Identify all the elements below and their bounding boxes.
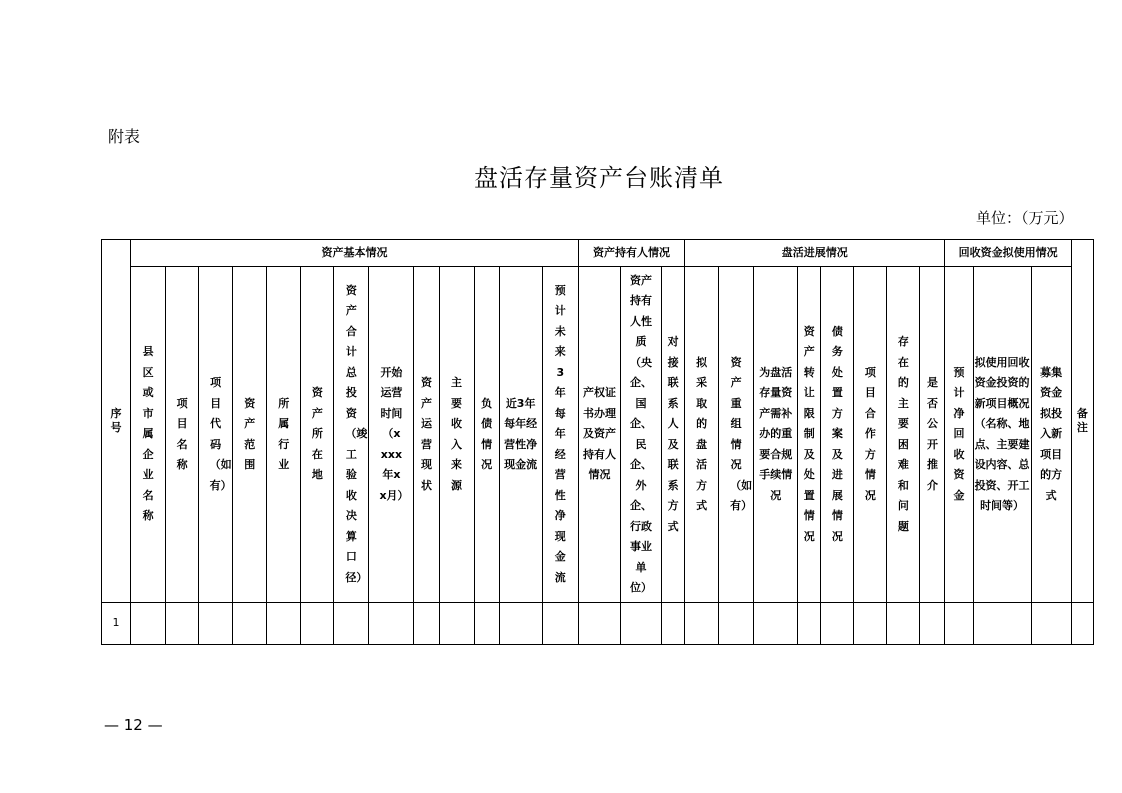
column-header: 对接联系人及联系方式 — [662, 267, 685, 603]
column-header: 资产持有人性质（央企、国企、民企、外企、行政事业单位） — [620, 267, 661, 603]
column-header: 预计净回收资金 — [945, 267, 973, 603]
asset-ledger-table — [101, 239, 1094, 645]
column-header: 募集资金拟投入新项目的方式 — [1031, 267, 1071, 603]
table-cell — [267, 603, 301, 645]
table-cell — [887, 603, 920, 645]
column-header: 是否公开推介 — [920, 267, 945, 603]
group-header-progress: 盘活进展情况 — [685, 240, 945, 267]
column-header: 存在的主要困难和问题 — [887, 267, 920, 603]
group-header-basic: 资产基本情况 — [131, 240, 579, 267]
table-cell — [334, 603, 369, 645]
table-cell — [945, 603, 973, 645]
page-number: — 12 — — [104, 716, 163, 734]
annex-label: 附表 — [108, 127, 141, 146]
table-cell — [973, 603, 1031, 645]
table-row — [102, 603, 1094, 645]
column-header: 主要收入来源 — [439, 267, 474, 603]
table-cell — [719, 603, 754, 645]
column-header: 债务处置方案及进展情况 — [821, 267, 854, 603]
column-header: 拟采取的盘活方式 — [685, 267, 719, 603]
table-cell — [1071, 603, 1093, 645]
table-cell — [199, 603, 233, 645]
table-cell — [578, 603, 620, 645]
column-header: 近3年每年经营性净现金流 — [499, 267, 542, 603]
page-title: 盘活存量资产台账清单 — [474, 164, 724, 192]
table-cell — [439, 603, 474, 645]
column-header: 负债情况 — [474, 267, 499, 603]
column-header: 备注 — [1071, 240, 1093, 603]
column-header: 资产合计总投资（竣工验收决算口径） — [334, 267, 369, 603]
table-cell — [542, 603, 578, 645]
column-header: 县区或市属企业名称 — [131, 267, 166, 603]
table-cell: 1 — [102, 603, 131, 645]
table-cell — [798, 603, 821, 645]
group-header-recovery: 回收资金拟使用情况 — [945, 240, 1071, 267]
group-header-holder: 资产持有人情况 — [578, 240, 684, 267]
table-cell — [620, 603, 661, 645]
column-header: 开始运营时间（xxxx年xx月） — [369, 267, 414, 603]
column-header: 序号 — [102, 240, 131, 603]
table-cell — [131, 603, 166, 645]
table-cell — [301, 603, 334, 645]
column-header: 预计未来3年每年经营性净现金流 — [542, 267, 578, 603]
column-header: 所属行业 — [267, 267, 301, 603]
table-cell — [754, 603, 798, 645]
table-cell — [685, 603, 719, 645]
column-header: 项目合作方情况 — [854, 267, 887, 603]
column-header: 资产转让限制及处置情况 — [798, 267, 821, 603]
table-cell — [369, 603, 414, 645]
unit-label: 单位：（万元） — [976, 209, 1074, 227]
column-header: 资产所在地 — [301, 267, 334, 603]
column-header: 项目名称 — [166, 267, 199, 603]
column-header: 产权证书办理及资产持有人情况 — [578, 267, 620, 603]
column-header: 资产重组情况（如有） — [719, 267, 754, 603]
column-header: 资产运营现状 — [414, 267, 439, 603]
table-cell — [821, 603, 854, 645]
column-header: 为盘活存量资产需补办的重要合规手续情况 — [754, 267, 798, 603]
table-cell — [474, 603, 499, 645]
column-header: 拟使用回收资金投资的新项目概况（名称、地点、主要建设内容、总投资、开工时间等） — [973, 267, 1031, 603]
table-cell — [920, 603, 945, 645]
table-cell — [662, 603, 685, 645]
table-cell — [166, 603, 199, 645]
column-header: 资产范围 — [233, 267, 267, 603]
table-cell — [499, 603, 542, 645]
table-cell — [414, 603, 439, 645]
table-cell — [233, 603, 267, 645]
table-cell — [854, 603, 887, 645]
column-header: 项目代码（如有） — [199, 267, 233, 603]
table-cell — [1031, 603, 1071, 645]
